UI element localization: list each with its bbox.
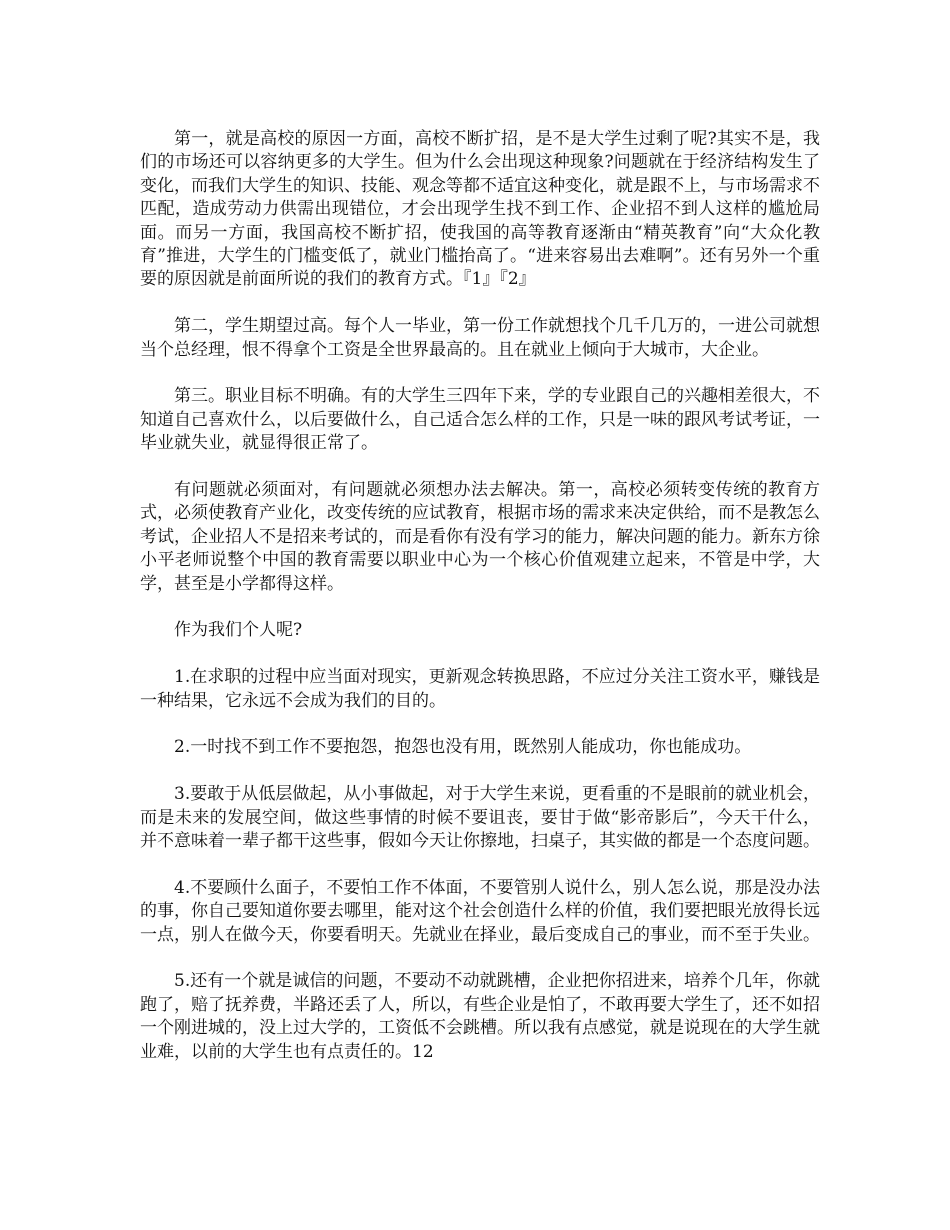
- document-body: [140, 128, 820, 1088]
- list-item-2: 2.一时找不到工作不要抱怨，抱怨也没有用，既然别人能成功，你也能成功。: [174, 737, 752, 758]
- list-item-1: 1.在求职的过程中应当面对现实，更新观念转换思路，不应过分关注工资水平，赚钱是一种结果，它永远不会成为我们的目的。: [140, 667, 820, 711]
- paragraph-first-reason: 第一，就是高校的原因一方面，高校不断扩招，是不是大学生过剩了呢?其实不是，我们的市场还可以容纳更多的大学生。但为什么会出现这种现象?问题就在于经济结构发生了变化，而我们大学生的知识、技能、观念等都不适宜这种变化，就是跟不上，与市场需求不匹配，造成劳动力供需出现错位，才会出现学生找不到工作、企业招不到人这样的尴尬局面。而另一方面，我国高校不断扩招，使我国的高等教育逐渐由“精英教育”向“大众化教育”推进，大学生的门槛变低了，就业门槛抬高了。“进来容易出去难啊”。还有另外一个重要的原因就是前面所说的我们的教育方式。『1』『2』: [140, 129, 820, 290]
- paragraph-solutions: 有问题就必须面对，有问题就必须想办法去解决。第一，高校必须转变传统的教育方式，必须使教育产业化，改变传统的应试教育，根据市场的需求来决定供给，而不是教怎么考试，企业招人不是招来考试的，而是看你有没有学习的能力，解决问题的能力。新东方徐小平老师说整个中国的教育需要以职业中心为一个核心价值观建立起来，不管是中学，大学，甚至是小学都得这样。: [140, 480, 820, 594]
- list-item-3: 3.要敢于从低层做起，从小事做起，对于大学生来说，更看重的不是眼前的就业机会，而是未来的发展空间，做这些事情的时候不要诅丧，要甘于做“影帝影后”，今天干什么，并不意味着一辈子都干这些事，假如今天让你擦地，扫桌子，其实做的都是一个态度问题。: [140, 784, 820, 852]
- list-item-4: 4.不要顾什么面子，不要怕工作不体面，不要管别人说什么，别人怎么说，那是没办法的事，你自己要知道你要去哪里，能对这个社会创造什么样的价值，我们要把眼光放得长远一点，别人在做今天，你要看明天。先就业在择业，最后变成自己的事业，而不至于失业。: [140, 877, 820, 945]
- paragraph-personal-question: 作为我们个人呢?: [174, 620, 303, 641]
- paragraph-third-reason: 第三。职业目标不明确。有的大学生三四年下来，学的专业跟自己的兴趣相差很大，不知道自己喜欢什么，以后要做什么，自己适合怎么样的工作，只是一味的跟风考试考证，一毕业就失业，就显得很正常了。: [140, 386, 820, 454]
- paragraph-second-reason: 第二，学生期望过高。每个人一毕业，第一份工作就想找个几千几万的，一进公司就想当个总经理，恨不得拿个工资是全世界最高的。且在就业上倾向于大城市，大企业。: [140, 316, 820, 360]
- list-item-5: 5.还有一个就是诚信的问题，不要动不动就跳槽，企业把你招进来，培养个几年，你就跑了，赔了抚养费，半路还丢了人，所以，有些企业是怕了，不敢再要大学生了，还不如招一个刚进城的，没上过大学的，工资低不会跳槽。所以我有点感觉，就是说现在的大学生就业难，以前的大学生也有点责任的。12: [140, 971, 820, 1062]
